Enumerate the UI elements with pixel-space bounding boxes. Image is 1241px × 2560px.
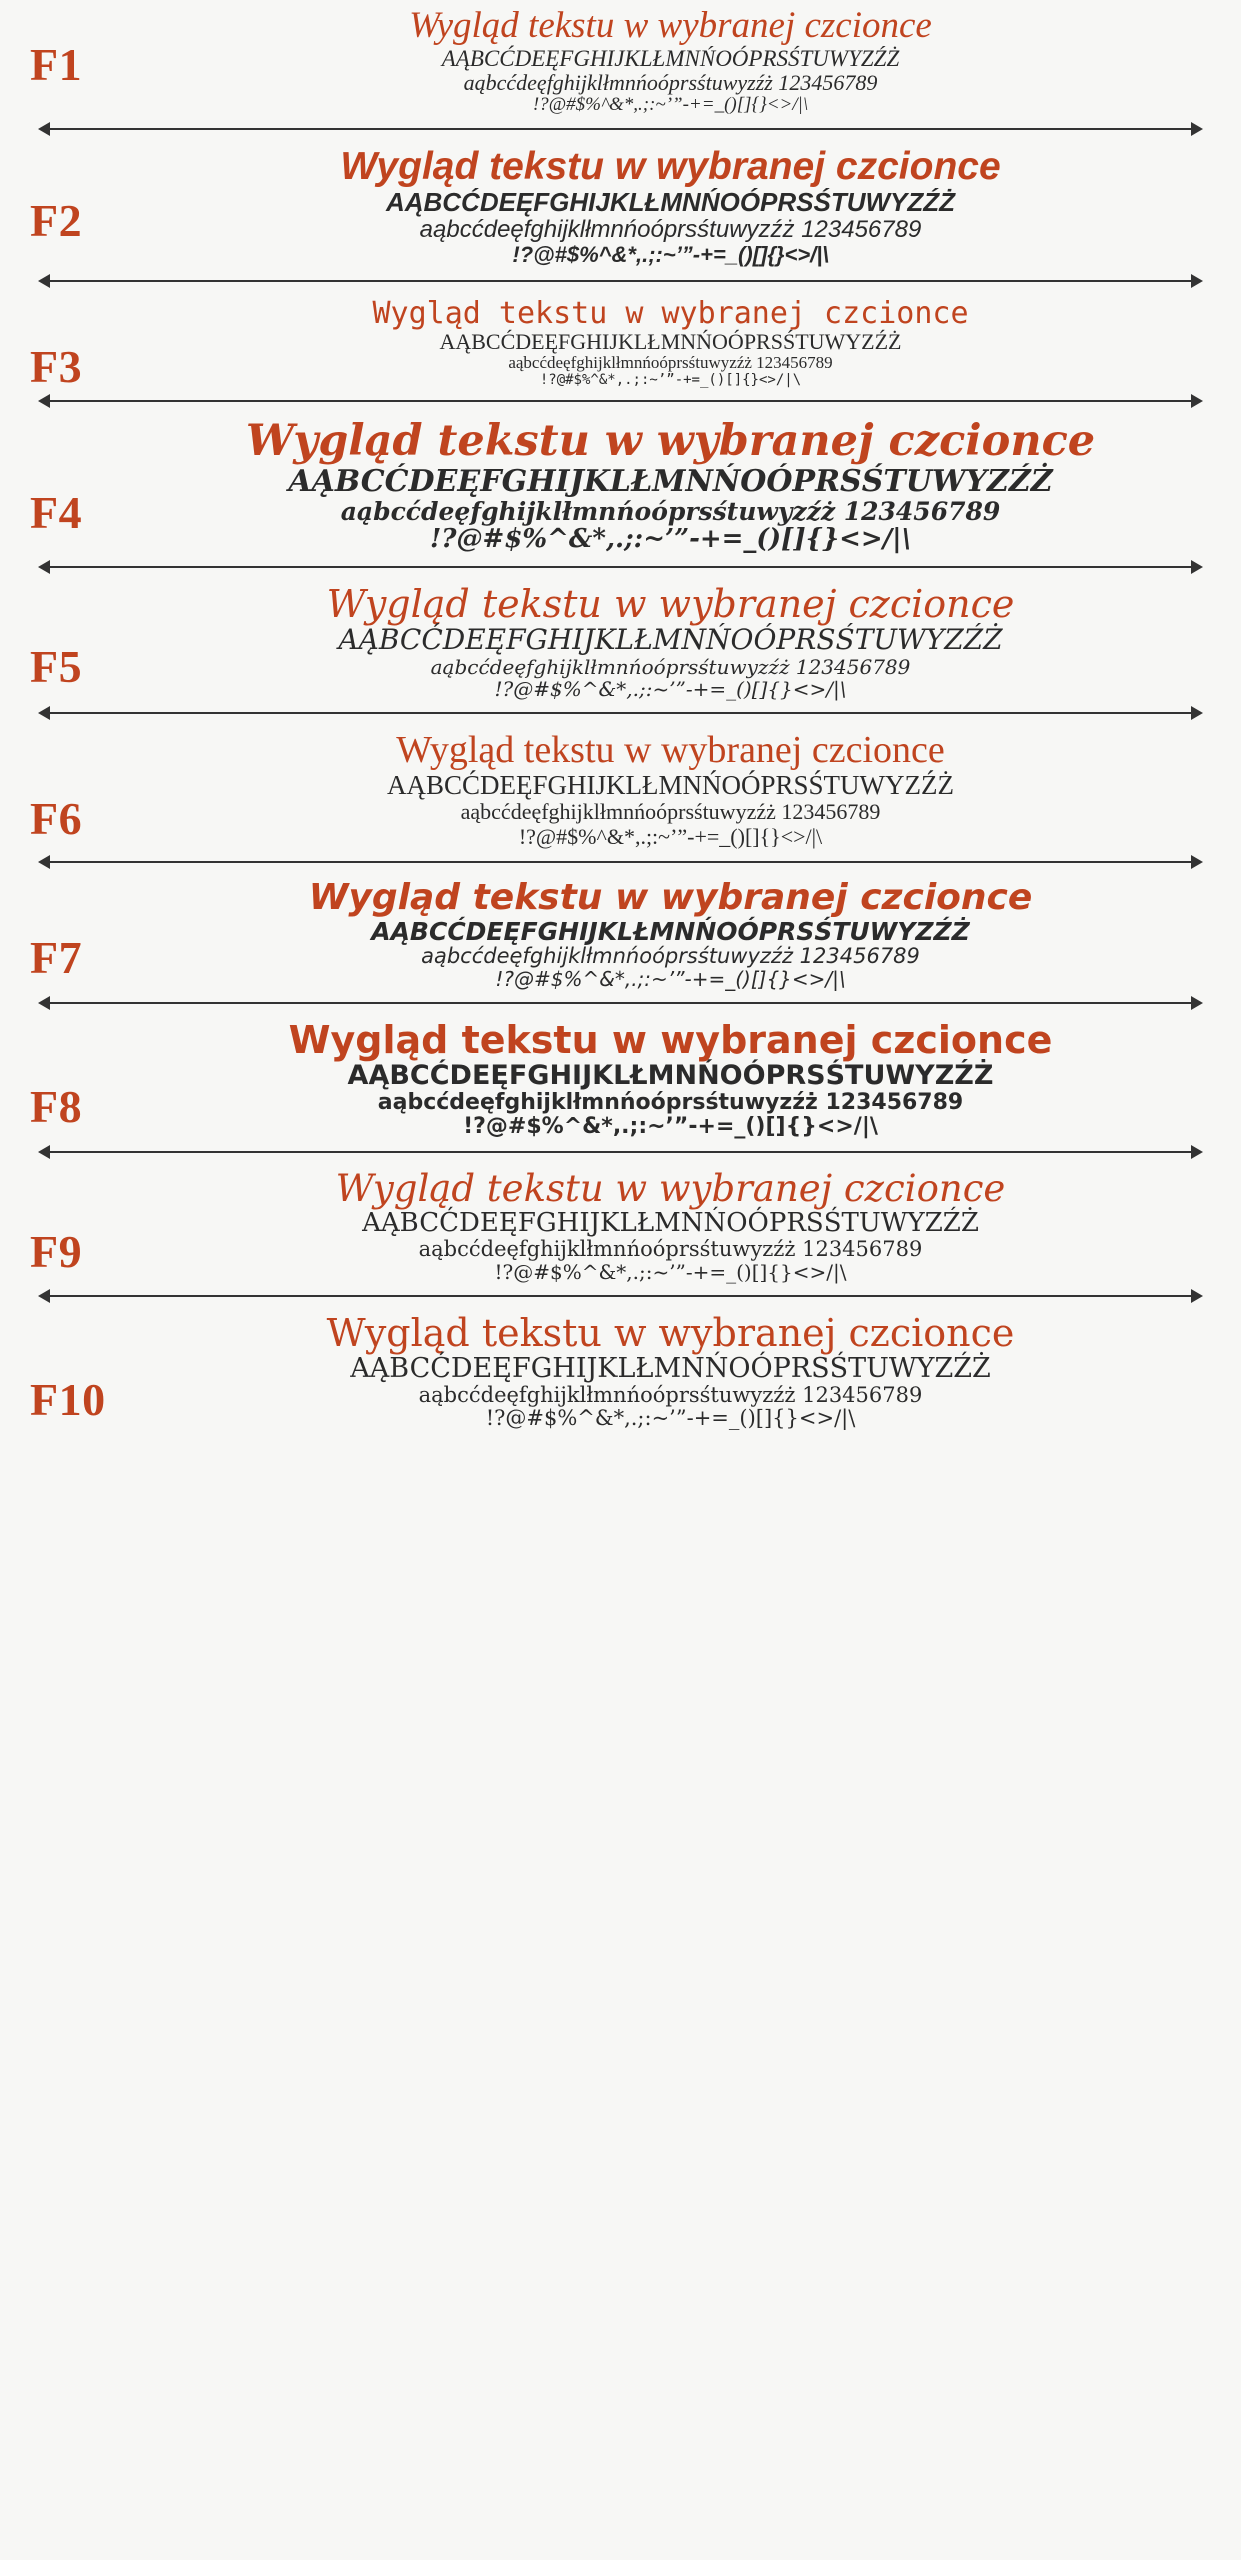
specimen-symbols: !?@#$%^&*,.;:~’”-+=_()[]{}<>/|\ xyxy=(512,242,829,268)
specimen-uppercase: AĄBCĆDEĘFGHIJKLŁMNŃOÓPRSŚTUWYZŹŻ xyxy=(371,916,970,946)
specimen-symbols: !?@#$%^&*,.;:~’”-+=_()[]{}<>/|\ xyxy=(494,1259,847,1284)
specimen-row xyxy=(0,578,1241,720)
specimen-symbols: !?@#$%^&*,.;:~’”-+=_()[]{}<>/|\ xyxy=(518,823,823,849)
arrow-right-icon xyxy=(1191,394,1203,408)
divider-arrow-rule xyxy=(38,560,1203,574)
divider-arrow-rule xyxy=(38,1145,1203,1159)
arrow-right-icon xyxy=(1191,560,1203,574)
divider-arrow-rule xyxy=(38,996,1203,1010)
divider-arrow-rule xyxy=(38,706,1203,720)
specimen-label: F3 xyxy=(30,340,83,392)
arrow-right-icon xyxy=(1191,706,1203,720)
specimen-uppercase: AĄBCĆDEĘFGHIJKLŁMNŃOÓPRSŚTUWYZŹŻ xyxy=(439,329,902,354)
divider-line xyxy=(48,712,1193,714)
specimen-uppercase: AĄBCĆDEĘFGHIJKLŁMNŃOÓPRSŚTUWYZŹŻ xyxy=(338,622,1003,656)
specimen-lowercase: aąbcćdeęfghijklłmnńoóprsśtuwyzźż 123456789 xyxy=(460,799,881,825)
specimen-uppercase: AĄBCĆDEĘFGHIJKLŁMNŃOÓPRSŚTUWYZŹŻ xyxy=(386,769,954,800)
specimen-uppercase: AĄBCĆDEĘFGHIJKLŁMNŃOÓPRSŚTUWYZŹŻ xyxy=(441,45,900,71)
specimen-symbols: !?@#$%^&*,.;:~’”-+=_()[]{}<>/|\ xyxy=(532,94,809,116)
divider-arrow-rule xyxy=(38,1289,1203,1303)
divider-line xyxy=(48,1002,1193,1004)
specimen-lowercase: aąbcćdeęfghijklłmnńoóprsśtuwyzźż 123456789 xyxy=(421,944,920,969)
specimen-row xyxy=(0,292,1241,409)
specimen-row xyxy=(0,873,1241,1010)
specimen-symbols: !?@#$%^&*,.;:~’”-+=_()[]{}<>/|\ xyxy=(495,967,846,992)
specimen-row xyxy=(0,1163,1241,1303)
specimen-row xyxy=(0,412,1241,574)
specimen-lowercase: aąbcćdeęfghijklłmnńoóprsśtuwyzźż 123456789 xyxy=(377,1089,964,1115)
specimen-heading: Wygląd tekstu w wybranej czcionce xyxy=(245,416,1096,467)
specimen-label: F7 xyxy=(30,931,83,983)
divider-line xyxy=(48,280,1193,282)
divider-line xyxy=(48,1295,1193,1297)
specimen-row xyxy=(0,1307,1241,1430)
divider-line xyxy=(48,128,1193,130)
arrow-right-icon xyxy=(1191,274,1203,288)
specimen-uppercase: AĄBCĆDEĘFGHIJKLŁMNŃOÓPRSŚTUWYZŹŻ xyxy=(347,1060,994,1092)
specimen-uppercase: AĄBCĆDEĘFGHIJKLŁMNŃOÓPRSŚTUWYZŹŻ xyxy=(350,1352,991,1384)
specimen-lowercase: aąbcćdeęfghijklłmnńoóprsśtuwyzźż 123456789 xyxy=(508,353,833,373)
divider-arrow-rule xyxy=(38,122,1203,136)
divider-line xyxy=(48,861,1193,863)
divider-arrow-rule xyxy=(38,274,1203,288)
divider-line xyxy=(48,1151,1193,1153)
arrow-right-icon xyxy=(1191,1145,1203,1159)
specimen-label: F6 xyxy=(30,792,83,844)
specimen-uppercase: AĄBCĆDEĘFGHIJKLŁMNŃOÓPRSŚTUWYZŹŻ xyxy=(288,463,1053,499)
specimen-heading: Wygląd tekstu w wybranej czcionce xyxy=(326,1310,1015,1355)
arrow-right-icon xyxy=(1191,996,1203,1010)
specimen-label: F2 xyxy=(30,195,83,247)
specimen-uppercase: AĄBCĆDEĘFGHIJKLŁMNŃOÓPRSŚTUWYZŹŻ xyxy=(362,1208,979,1239)
arrow-right-icon xyxy=(1191,1289,1203,1303)
specimen-label: F4 xyxy=(30,487,83,539)
divider-arrow-rule xyxy=(38,394,1203,408)
specimen-row xyxy=(0,1014,1241,1159)
arrow-right-icon xyxy=(1191,122,1203,136)
specimen-label: F10 xyxy=(30,1373,106,1425)
specimen-symbols: !?@#$%^&*,.;:~’”-+=_()[]{}<>/|\ xyxy=(429,524,912,555)
specimen-symbols: !?@#$%^&*,.;:~’”-+=_()[]{}<>/|\ xyxy=(485,1405,856,1430)
specimen-heading: Wygląd tekstu w wybranej czcionce xyxy=(409,5,932,46)
specimen-heading: Wygląd tekstu w wybranej czcionce xyxy=(396,728,945,771)
specimen-row xyxy=(0,140,1241,287)
specimen-heading: Wygląd tekstu w wybranej czcionce xyxy=(288,1018,1053,1063)
divider-line xyxy=(48,566,1193,568)
specimen-label: F5 xyxy=(30,640,83,692)
specimen-lowercase: aąbcćdeęfghijklłmnńoóprsśtuwyzźż 123456789 xyxy=(430,654,911,679)
specimen-row xyxy=(0,724,1241,869)
specimen-lowercase: aąbcćdeęfghijklłmnńoóprsśtuwyzźż 123456789 xyxy=(418,1236,923,1261)
specimen-symbols: !?@#$%^&*,.;:~’”-+=_()[]{}<>/|\ xyxy=(539,371,802,388)
specimen-uppercase: AĄBCĆDEĘFGHIJKLŁMNŃOÓPRSŚTUWYZŹŻ xyxy=(385,187,956,218)
specimen-lowercase: aąbcćdeęfghijklłmnńoóprsśtuwyzźż 123456789 xyxy=(340,496,1001,526)
specimen-label: F1 xyxy=(30,39,83,90)
specimen-heading: Wygląd tekstu w wybranej czcionce xyxy=(326,581,1015,626)
specimen-symbols: !?@#$%^&*,.;:~’”-+=_()[]{}<>/|\ xyxy=(463,1114,878,1140)
specimen-label: F8 xyxy=(30,1081,83,1133)
divider-line xyxy=(48,400,1193,402)
specimen-row xyxy=(0,0,1241,136)
specimen-heading: Wygląd tekstu w wybranej czcionce xyxy=(308,876,1033,918)
specimen-lowercase: aąbcćdeęfghijklłmnńoóprsśtuwyzźż 123456789 xyxy=(418,1382,923,1407)
specimen-heading: Wygląd tekstu w wybranej czcionce xyxy=(340,145,1001,189)
specimen-lowercase: aąbcćdeęfghijklłmnńoóprsśtuwyzźż 123456789 xyxy=(419,216,922,244)
specimen-heading: Wygląd tekstu w wybranej czcionce xyxy=(335,1167,1006,1211)
divider-arrow-rule xyxy=(38,855,1203,869)
specimen-label: F9 xyxy=(30,1226,83,1278)
arrow-right-icon xyxy=(1191,855,1203,869)
specimen-symbols: !?@#$%^&*,.;:~’”-+=_()[]{}<>/|\ xyxy=(494,676,847,701)
specimen-heading: Wygląd tekstu w wybranej czcionce xyxy=(372,295,969,331)
specimen-lowercase: aąbcćdeęfghijklłmnńoóprsśtuwyzźż 123456789 xyxy=(463,70,878,96)
